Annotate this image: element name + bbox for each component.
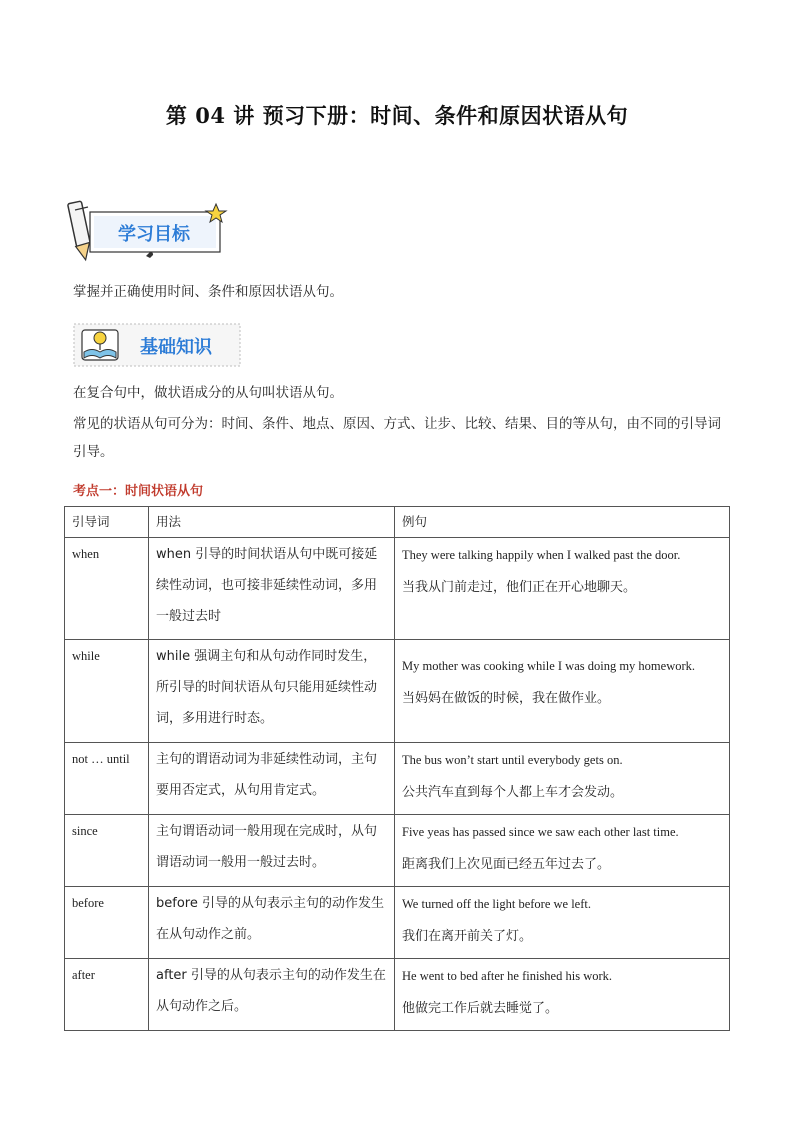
row-usage: while 强调主句和从句动作同时发生，所引导的时间状语从句只能用延续性动词，多用进行时态。 [149, 640, 395, 743]
basic-knowledge-badge [70, 320, 245, 372]
learning-goal-badge [66, 196, 236, 268]
row-example [395, 959, 730, 1031]
row-word: when [65, 538, 149, 640]
row-example [395, 743, 730, 815]
example-en: We turned off the light before we left. [402, 897, 591, 911]
row-usage: when 引导的时间状语从句中既可接延续性动词，也可接非延续性动词，多用一般过去时 [149, 538, 395, 640]
example-en: The bus won’t start until everybody gets on. [402, 753, 623, 767]
pencil-icon [68, 201, 91, 260]
row-usage: after 引导的从句表示主句的动作发生在从句动作之后。 [149, 959, 395, 1031]
example-zh: 距离我们上次见面已经五年过去了。 [402, 857, 611, 872]
row-example [395, 887, 730, 959]
table-row [65, 538, 730, 640]
row-usage: 主句的谓语动词为非延续性动词，主句要用否定式，从句用肯定式。 [149, 743, 395, 815]
learning-goal-label: 学习目标 [118, 224, 190, 245]
row-usage: before 引导的从句表示主句的动作发生在从句动作之前。 [149, 887, 395, 959]
row-word: while [65, 640, 149, 743]
row-word: since [65, 815, 149, 887]
header-word: 引导词 [65, 507, 149, 538]
table-header-row [65, 507, 730, 538]
table-row [65, 640, 730, 743]
example-en: He went to bed after he finished his work. [402, 969, 613, 983]
example-en: They were talking happily when I walked past the door. [402, 548, 681, 562]
goal-text: 掌握并正确使用时间、条件和原因状语从句。 [73, 284, 343, 300]
page-title: 第 04 讲 预习下册：时间、条件和原因状语从句 [165, 103, 629, 128]
example-zh: 我们在离开前关了灯。 [402, 929, 533, 944]
basic-text-2: 常见的状语从句可分为：时间、条件、地点、原因、方式、让步、比较、结果、目的等从句，由不同的引导词引导。 [73, 416, 721, 460]
row-example [395, 538, 730, 640]
example-zh: 当我从门前走过，他们正在开心地聊天。 [402, 580, 637, 595]
example-en: My mother was cooking while I was doing my homework. [402, 659, 696, 673]
row-example [395, 640, 730, 743]
table-row [65, 743, 730, 815]
header-usage: 用法 [149, 507, 395, 538]
time-clause-table [64, 506, 730, 1031]
example-en: Five yeas has passed since we saw each other last time. [402, 825, 679, 839]
example-zh: 当妈妈在做饭的时候，我在做作业。 [402, 691, 611, 706]
section-heading: 考点一：时间状语从句 [73, 484, 204, 499]
row-usage: 主句谓语动词一般用现在完成时，从句谓语动词一般用一般过去时。 [149, 815, 395, 887]
row-word: after [65, 959, 149, 1031]
row-word: before [65, 887, 149, 959]
example-zh: 公共汽车直到每个人都上车才会发动。 [402, 785, 624, 800]
example-zh: 他做完工作后就去睡觉了。 [402, 1001, 559, 1016]
basic-text-1: 在复合句中，做状语成分的从句叫状语从句。 [73, 385, 343, 401]
table-row [65, 887, 730, 959]
basic-knowledge-label: 基础知识 [140, 337, 212, 358]
row-example [395, 815, 730, 887]
header-example: 例句 [395, 507, 730, 538]
table-row [65, 959, 730, 1031]
book-lightbulb-icon [82, 330, 118, 360]
row-word: not … until [65, 743, 149, 815]
table-row [65, 815, 730, 887]
